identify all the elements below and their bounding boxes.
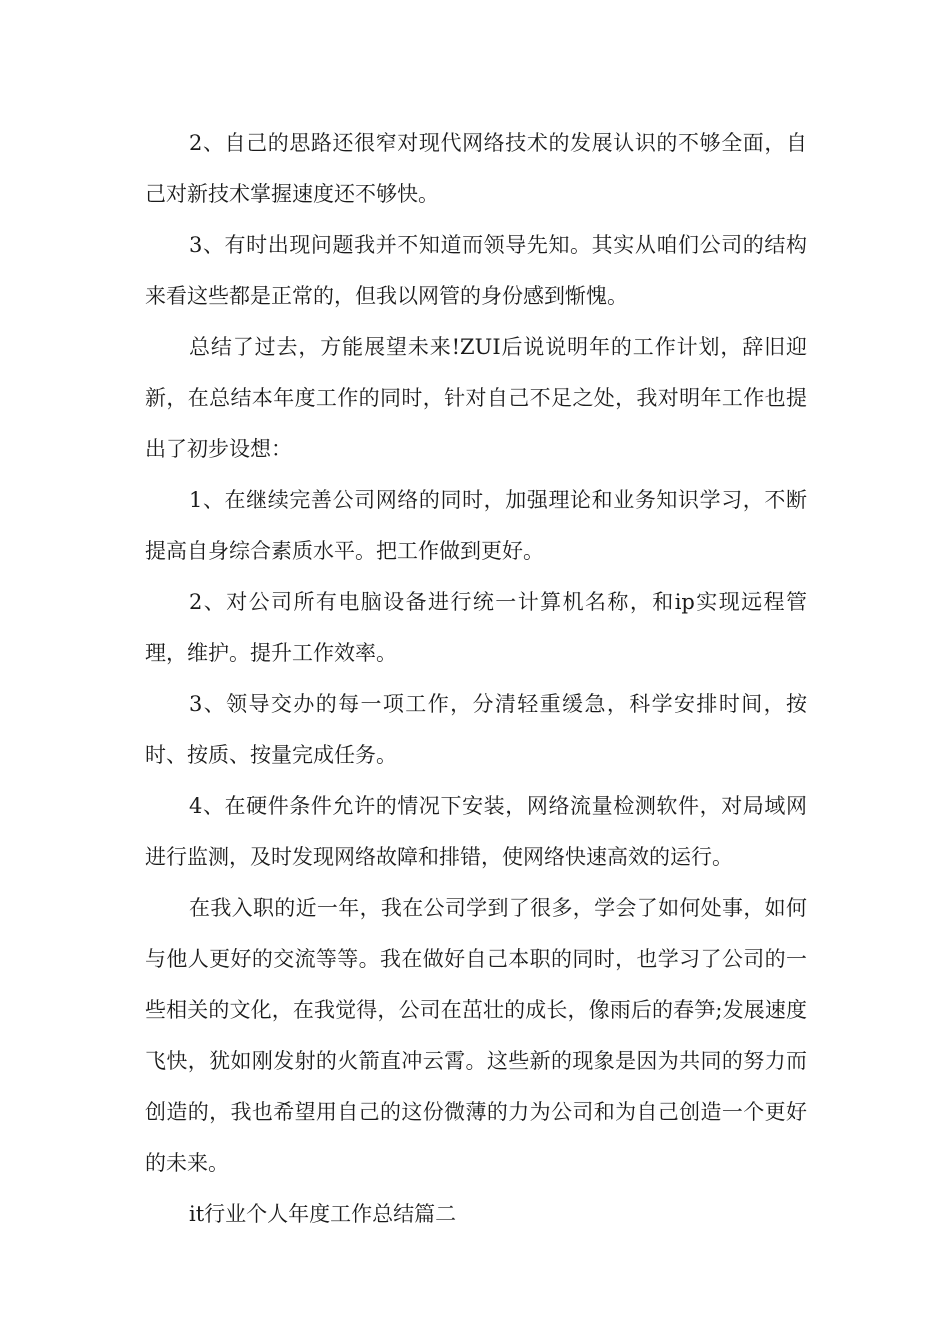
paragraph-weakness-2: 2、自己的思路还很窄对现代网络技术的发展认识的不够全面，自己对新技术掌握速度还不够快。 (145, 131, 807, 206)
document-body (145, 118, 807, 1240)
paragraph-plan-1: 1、在继续完善公司网络的同时，加强理论和业务知识学习，不断提高自身综合素质水平。把工作做到更好。 (145, 488, 807, 563)
paragraph-plan-2: 2、对公司所有电脑设备进行统一计算机名称，和ip实现远程管理，维护。提升工作效率。 (145, 590, 807, 665)
paragraph-plan-4: 4、在硬件条件允许的情况下安装，网络流量检测软件，对局域网进行监测，及时发现网络故障和排错，使网络快速高效的运行。 (145, 794, 807, 869)
paragraph-plan-3: 3、领导交办的每一项工作，分清轻重缓急，科学安排时间，按时、按质、按量完成任务。 (145, 692, 807, 767)
section-heading: it行业个人年度工作总结篇二 (189, 1202, 457, 1226)
paragraph-reflection: 在我入职的近一年，我在公司学到了很多，学会了如何处事，如何与他人更好的交流等等。我在做好自己本职的同时，也学习了公司的一些相关的文化，在我觉得，公司在茁壮的成长，像雨后的春笋;发展速度飞快，犹如刚发射的火箭直冲云霄。这些新的现象是因为共同的努力而创造的，我也希望用自己的这份微薄的力为公司和为自己创造一个更好的未来。 (145, 896, 807, 1175)
paragraph-weakness-3: 3、有时出现问题我并不知道而领导先知。其实从咱们公司的结构来看这些都是正常的，但我以网管的身份感到惭愧。 (145, 233, 807, 308)
paragraph-plan-intro: 总结了过去，方能展望未来!ZUI后说说明年的工作计划，辞旧迎新，在总结本年度工作的同时，针对自己不足之处，我对明年工作也提出了初步设想： (145, 335, 807, 461)
